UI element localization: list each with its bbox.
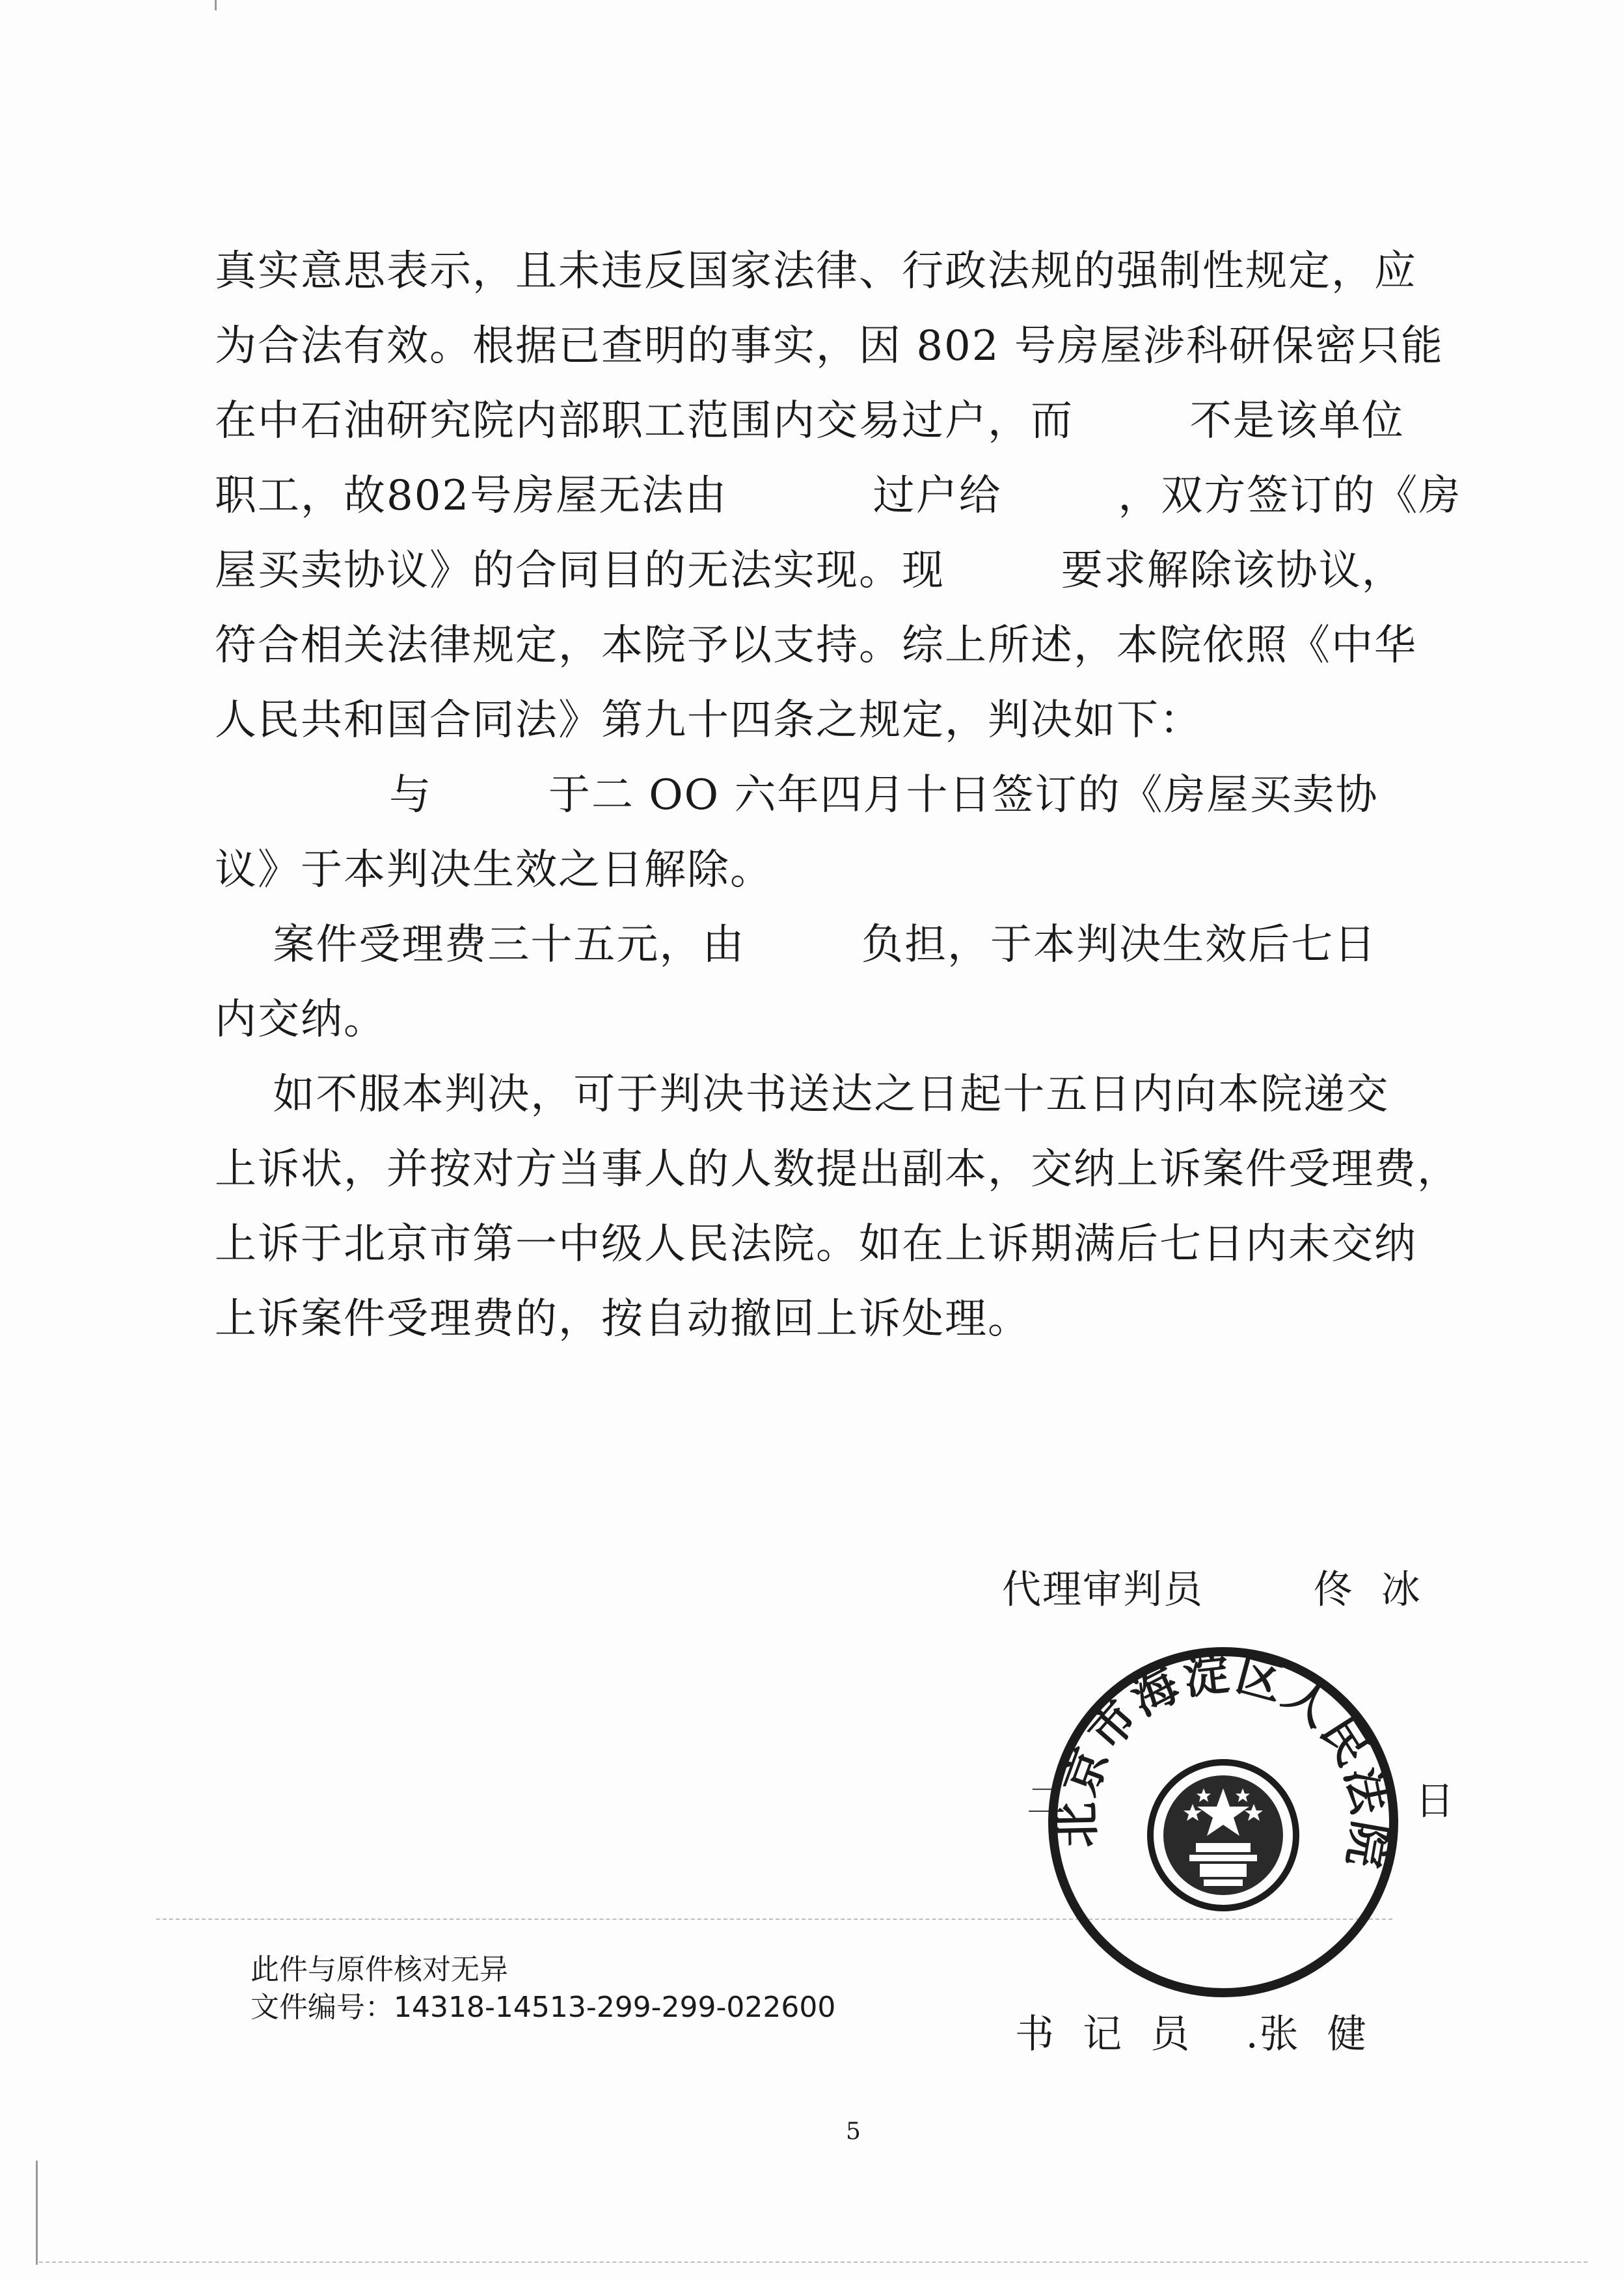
body-line: 为合法有效。根据已查明的事实，因 802 号房屋涉科研保密只能	[215, 322, 1444, 370]
court-seal	[1041, 1640, 1405, 2004]
body-line: 职工，故802号房屋无法由 过户给 ，双方签订的《房	[215, 472, 1462, 520]
acting-judge-signature: 代理审判员 佟 冰	[1002, 1567, 1422, 1613]
copy-note-statement: 此件与原件核对无异	[250, 1953, 508, 1986]
scan-edge-mark	[215, 0, 217, 10]
date-right-fragment: 日	[1415, 1779, 1454, 1824]
scan-dash-line-bottom	[39, 2261, 1588, 2263]
body-line: 内交纳。	[215, 996, 386, 1044]
copy-verification-note	[250, 1951, 835, 2027]
body-line: 与 于二 OO 六年四月十日签订的《房屋买卖协	[215, 771, 1379, 819]
scan-left-edge	[36, 2161, 38, 2265]
national-emblem-icon	[1150, 1762, 1296, 1908]
page-number: 5	[846, 2118, 861, 2145]
body-line: 在中石油研究院内部职工范围内交易过户，而 不是该单位	[215, 397, 1405, 445]
body-line: 上诉于北京市第一中级人民法院。如在上诉期满后七日内未交纳	[215, 1220, 1417, 1268]
body-line: 议》于本判决生效之日解除。	[215, 846, 773, 894]
judgment-body	[215, 234, 1462, 1357]
seal-text: 北京市海淀区人民法院	[1049, 1646, 1398, 1874]
file-number: 文件编号：14318-14513-299-299-022600	[250, 1991, 836, 2024]
body-line: 人民共和国合同法》第九十四条之规定，判决如下：	[215, 696, 1202, 744]
date-left-fragment: 二	[1027, 1779, 1066, 1824]
clerk-signature: 书 记 员 .张 健	[1015, 2012, 1368, 2057]
body-line: 上诉状，并按对方当事人的人数提出副本，交纳上诉案件受理费，	[215, 1145, 1460, 1194]
body-line: 符合相关法律规定，本院予以支持。综上所述，本院依照《中华	[215, 621, 1417, 670]
body-line: 上诉案件受理费的，按自动撤回上诉处理。	[215, 1295, 1031, 1343]
body-line: 真实意思表示，且未违反国家法律、行政法规的强制性规定，应	[215, 247, 1417, 295]
body-line: 屋买卖协议》的合同目的无法实现。现 要求解除该协议，	[215, 547, 1405, 595]
body-line: 案件受理费三十五元，由 负担，于本判决生效后七日	[215, 921, 1377, 969]
body-line: 如不服本判决，可于判决书送达之日起十五日内向本院递交	[215, 1071, 1390, 1119]
